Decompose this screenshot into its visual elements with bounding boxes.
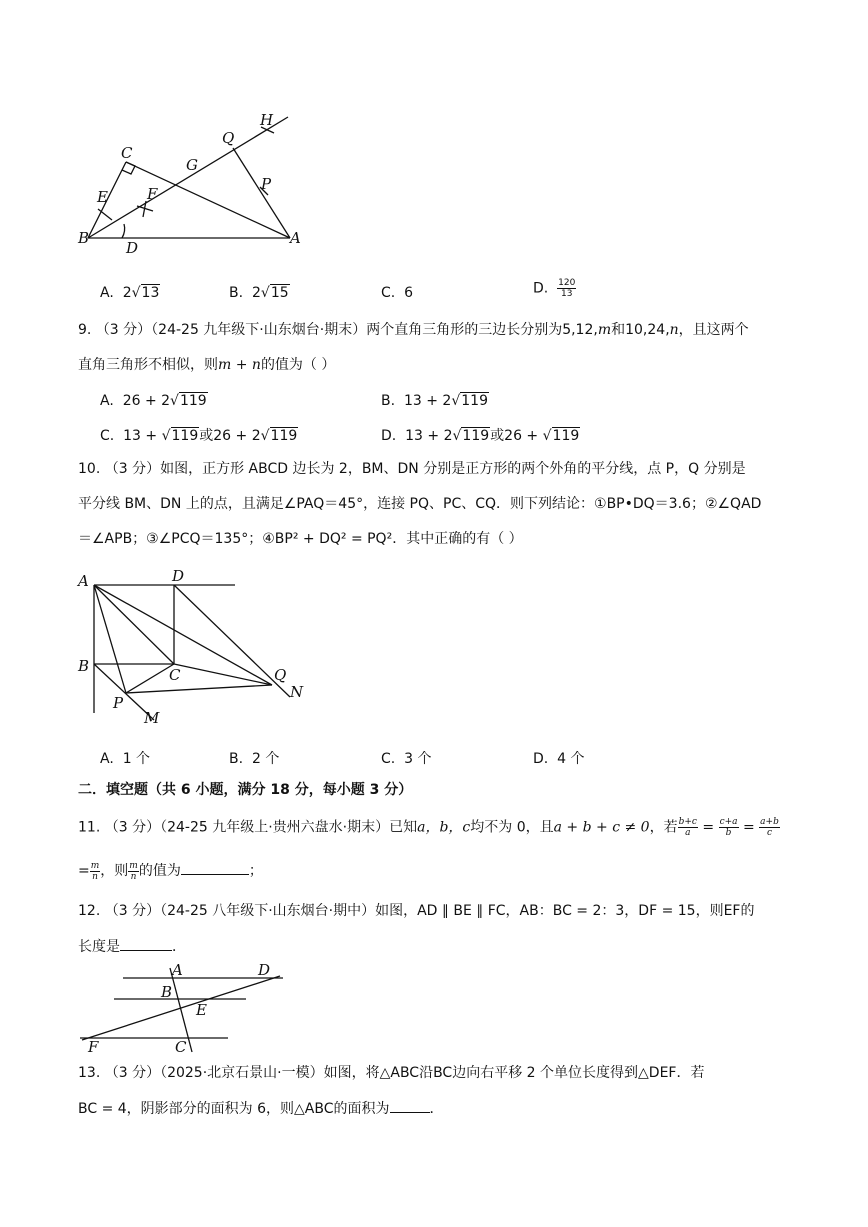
q13-stem-line2: BC = 4，阴影部分的面积为 6，则△ABC的面积为 ． [78, 1098, 444, 1119]
label-P: P [113, 694, 124, 712]
label-E: E [196, 1001, 207, 1019]
answer-blank[interactable] [390, 1098, 430, 1113]
q9-stem-line1: 9. （3 分）（24-25 九年级下·山东烟台·期末）两个直角三角形的三边长分别为5,12,m和10,24,n，且这两个 [78, 322, 749, 338]
label-B: B [78, 229, 90, 247]
label-A: A [78, 572, 89, 590]
q10-option-d[interactable]: D. 4 个 [533, 751, 585, 767]
label-C: C [169, 666, 181, 684]
label-G: G [186, 156, 198, 174]
label-F: F [147, 185, 158, 203]
label-B: B [78, 657, 90, 675]
fraction: $\frac{120}{13}$ [558, 278, 576, 299]
label-A: A [172, 961, 183, 979]
fraction: $\frac{m}{n}$ [129, 860, 138, 882]
label-Q: Q [274, 666, 287, 684]
q8-option-c[interactable]: C. 6 [381, 285, 414, 301]
q8-option-b[interactable]: B. 2√15 [229, 285, 289, 301]
q11-stem-line2: = $\frac{m}{n}$ ，则 $\frac{m}{n}$ 的值为 ； [78, 860, 263, 882]
q10-option-a[interactable]: A. 1 个 [100, 751, 151, 767]
q9-option-b[interactable]: B. 13 + 2√119 [381, 393, 488, 409]
fraction: $\frac{m}{n}$ [90, 860, 100, 882]
q9-option-a[interactable]: A. 26 + 2√119 [100, 393, 207, 409]
label-F: F [88, 1038, 99, 1055]
q10-stem-line3: ＝∠APB；③∠PCQ＝135°；④BP² + DQ² = PQ²．其中正确的有（ ） [78, 531, 523, 547]
label-E: E [97, 188, 108, 206]
label-H: H [260, 111, 274, 129]
label-Q: Q [222, 129, 235, 147]
label-C: C [121, 144, 133, 162]
q10-option-c[interactable]: C. 3 个 [381, 751, 432, 767]
label-M: M [144, 709, 160, 727]
q10-stem-line2: 平分线 BM、DN 上的点，且满足∠PAQ＝45°，连接 PQ、PC、CQ．则下列结论：①BP•DQ＝3.6；②∠QAD [78, 496, 762, 512]
label-B: B [161, 983, 173, 1001]
q12-stem-line2: 长度是 ． [78, 936, 186, 957]
label-N: N [290, 683, 304, 701]
figure-square-abcd [72, 565, 342, 735]
q11-stem-line1: 11. （3 分）（24-25 九年级上·贵州六盘水·期末）已知a，b，c均不为 0，且a + b + c ≠ 0，若 $\frac{b+c}{a}$ = $\frac{c+a}{b}$ = $\frac{a+b}{c}$ [78, 817, 779, 838]
answer-blank[interactable] [181, 860, 249, 875]
fraction: $\frac{a+b}{c}$ [760, 817, 779, 838]
q9-option-c[interactable]: C. 13 + √119或26 + 2√119 [100, 428, 298, 444]
label-A: A [290, 229, 301, 247]
label-D: D [172, 567, 185, 585]
q9-option-d[interactable]: D. 13 + 2√119或26 + √119 [381, 428, 580, 444]
q12-stem-line1: 12. （3 分）（24-25 八年级下·山东烟台·期中）如图，AD ∥ BE ∥ FC，AB：BC = 2：3，DF = 15，则EF的 [78, 903, 755, 919]
answer-blank[interactable] [120, 936, 172, 951]
figure-triangle-construction [70, 105, 310, 260]
fraction: $\frac{b+c}{a}$ [678, 817, 697, 838]
q8-option-d[interactable]: D. $\frac{120}{13}$ [533, 278, 576, 299]
q10-stem-line1: 10. （3 分）如图，正方形 ABCD 边长为 2，BM、DN 分别是正方形的两个外角的平分线，点 P，Q 分别是 [78, 461, 746, 477]
q10-option-b[interactable]: B. 2 个 [229, 751, 280, 767]
label-D: D [258, 961, 271, 979]
label-C: C [175, 1038, 187, 1055]
q13-stem-line1: 13. （3 分）（2025·北京石景山·一模）如图，将△ABC沿BC边向右平移 2 个单位长度得到△DEF．若 [78, 1065, 705, 1081]
section-title-fill-in: 二．填空题（共 6 小题，满分 18 分，每小题 3 分） [78, 782, 413, 798]
label-D: D [126, 239, 139, 257]
label-P: P [261, 175, 272, 193]
figure-parallel-lines [78, 960, 298, 1055]
q9-stem-line2: 直角三角形不相似，则m + n的值为（ ） [78, 357, 336, 373]
q8-option-a[interactable]: A. 2√13 [100, 285, 160, 301]
fraction: $\frac{c+a}{b}$ [719, 817, 738, 838]
